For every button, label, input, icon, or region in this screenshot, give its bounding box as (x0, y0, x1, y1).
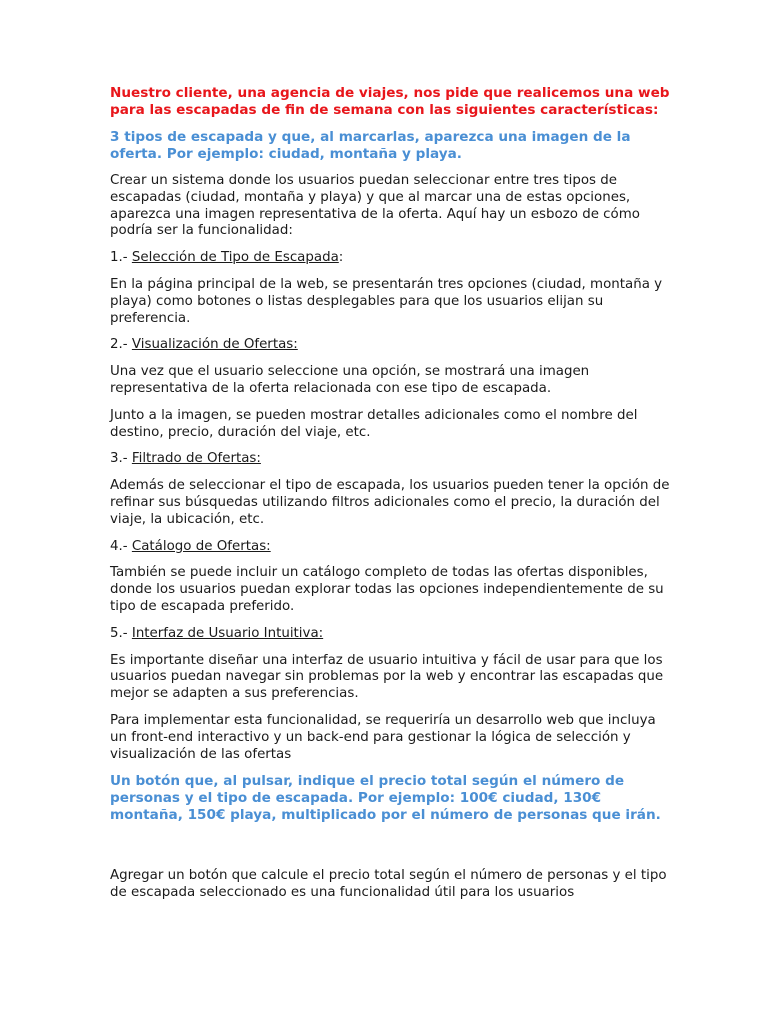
document-page (110, 85, 670, 912)
section-suffix: : (338, 250, 344, 266)
section-3 (110, 451, 670, 528)
section-paragraph: Junto a la imagen, se pueden mostrar detalles adicionales como el nombre del destino, precio, duración del viaje, etc. (110, 407, 638, 440)
section-paragraph: En la página principal de la web, se presentarán tres opciones (ciudad, montaña y playa) como botones o listas desplegables para que los usuarios elijan su preferencia. (110, 276, 663, 326)
section-5-heading (110, 626, 670, 643)
section-number: 5.- (110, 625, 132, 641)
section-paragraph: Además de seleccionar el tipo de escapada, los usuarios pueden tener la opción de refinar sus búsquedas utilizando filtros adicionales como el precio, la duración del viaje, la ubicación, etc. (110, 478, 670, 527)
client-request-heading: Nuestro cliente, una agencia de viajes, nos pide que realicemos una web para las escapadas de fin de semana con las siguientes características: (110, 85, 670, 118)
section-1 (110, 250, 670, 327)
intro-paragraph: Crear un sistema donde los usuarios puedan seleccionar entre tres tipos de escapadas (ciudad, montaña y playa) y que al marcar una de estas opciones, aparezca una imagen representativa de la oferta. Aquí hay un esbozo de cómo podría ser la funcionalidad: (110, 173, 640, 239)
section-title: Catálogo de Ofertas: (131, 538, 271, 554)
section-title: Filtrado de Ofertas: (131, 451, 261, 467)
section-paragraph: Es importante diseñar una interfaz de usuario intuitiva y fácil de usar para que los usuarios puedan navegar sin problemas por la web y encontrar las escapadas que mejor se adapten a sus preferencias. (110, 652, 664, 702)
section-2-heading (110, 337, 670, 354)
section-title: Interfaz de Usuario Intuitiva: (131, 625, 324, 641)
section-number: 1.- (110, 250, 132, 266)
section-paragraph: Para implementar esta funcionalidad, se requeriría un desarrollo web que incluya un front-end interactivo y un back-end para gestionar la lógica de selección y visualización de las ofertas (110, 712, 656, 762)
section-4-heading (110, 539, 670, 556)
section-title: Selección de Tipo de Escapada (131, 250, 339, 266)
section-4 (110, 539, 670, 616)
section-2 (110, 337, 670, 441)
section-5 (110, 626, 670, 764)
section-title: Visualización de Ofertas: (131, 337, 298, 353)
section-number: 3.- (110, 451, 132, 467)
closing-paragraph: Agregar un botón que calcule el precio total según el número de personas y el tipo de escapada seleccionado es una funcionalidad útil para los usuarios (110, 868, 667, 901)
section-3-heading (110, 451, 670, 468)
section-number: 4.- (110, 538, 132, 554)
section-1-heading (110, 250, 670, 267)
section-paragraph: También se puede incluir un catálogo completo de todas las ofertas disponibles, donde los usuarios puedan explorar todas las opciones independientemente de su tipo de escapada preferido. (110, 565, 664, 614)
section-paragraph: Una vez que el usuario seleccione una opción, se mostrará una imagen representativa de la oferta relacionada con ese tipo de escapada. (110, 364, 590, 396)
requirement-heading-1: 3 tipos de escapada y que, al marcarlas, aparezca una imagen de la oferta. Por ejemplo: ciudad, montaña y playa. (110, 129, 631, 162)
requirement-heading-2: Un botón que, al pulsar, indique el precio total según el número de personas y el tipo de escapada. Por ejemplo: 100€ ciudad, 130€ montaña, 150€ playa, multiplicado por el número de personas que irán. (110, 773, 661, 824)
section-number: 2.- (110, 337, 132, 353)
